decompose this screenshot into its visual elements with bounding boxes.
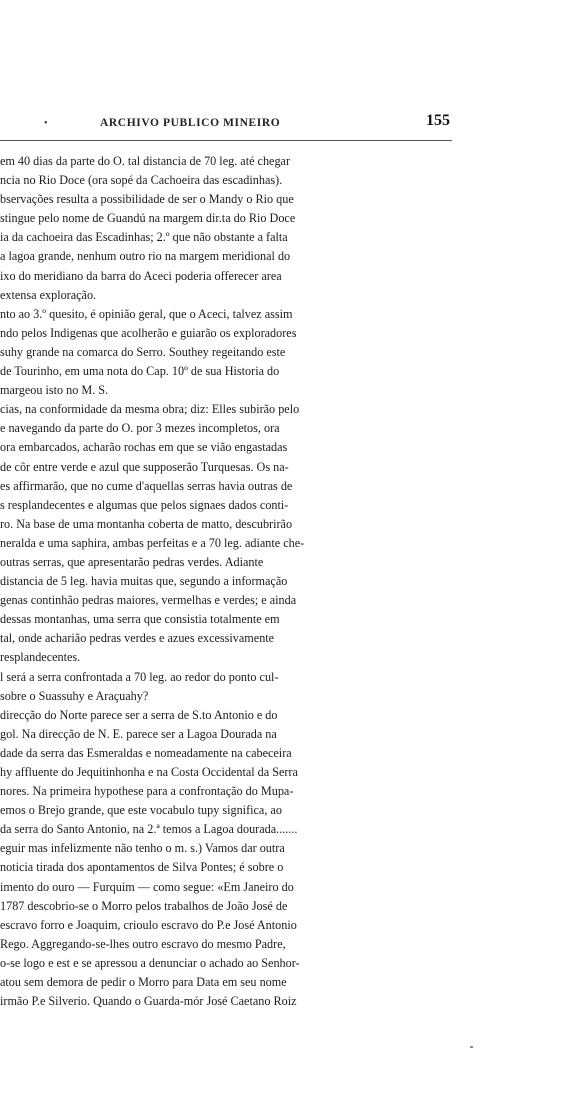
text-line: de côr entre verde e azul que supposerão Turquesas. Os na- (0, 459, 289, 474)
text-line: distancia de 5 leg. havia muitas que, segundo a informação (0, 574, 288, 589)
text-line: em 40 dias da parte do O. tal distancia de 70 leg. até chegar (0, 154, 291, 168)
text-line: irmão P.e Silverio. Quando o Guarda-mór José Caetano Roiz (0, 994, 297, 1009)
text-line: resplandecentes. (0, 650, 81, 665)
text-line: dessas montanhas, uma serra que consistia totalmente em (0, 612, 280, 627)
header-bullet: • (44, 118, 48, 129)
body-text (0, 152, 452, 1052)
text-line: atou sem demora de pedir o Morro para Data em seu nome (0, 975, 287, 990)
text-line: 1787 descobrio-se o Morro pelos trabalhos de João José de (0, 898, 288, 913)
text-line: da serra do Santo Antonio, na 2.ª temos a Lagoa dourada....... (0, 822, 298, 837)
text-line: genas continhão pedras maiores, vermelhas e verdes; e ainda (0, 593, 297, 608)
text-line: eguir mas infelizmente não tenho o m. s.) Vamos dar outra (0, 841, 285, 856)
text-line: imento do ouro — Furquim — como segue: «Em Janeiro do (0, 879, 294, 894)
text-line: noticia tirada dos apontamentos de Silva Pontes; é sobre o (0, 860, 284, 875)
text-line: dade da serra das Esmeraldas e nomeadamente na cabeceira (0, 745, 292, 760)
text-line: sobre o Suassuhy e Araçuahy? (0, 688, 149, 703)
text-line: de Tourinho, em uma nota do Cap. 10º de sua Historia do (0, 364, 280, 379)
text-line: a lagoa grande, nenhum outro rio na margem meridional do (0, 249, 291, 264)
text-line: ixo do meridiano da barra do Aceci poderia offerecer area (0, 268, 282, 283)
header-rule (0, 140, 452, 141)
text-line: bservações resulta a possibilidade de ser o Mandy o Rio que (0, 192, 294, 207)
text-line: ndo pelos Indigenas que acolherão e guiarão os exploradores (0, 325, 297, 340)
text-line: e navegando da parte do O. por 3 mezes incompletos, ora (0, 421, 280, 436)
running-title: ARCHIVO PUBLICO MINEIRO (100, 117, 281, 129)
text-line: l será a serra confrontada a 70 leg. ao redor do ponto cul- (0, 669, 279, 684)
text-line: neralda e uma saphira, ambas perfeitas e a 70 leg. adiante che- (0, 535, 305, 550)
text-line: s resplandecentes e algumas que pelos signaes dados conti- (0, 497, 289, 512)
text-line: emos o Brejo grande, que este vocabulo tupy significa, ao (0, 803, 282, 818)
text-line: o-se logo e est e se apressou a denunciar o achado ao Senhor- (0, 955, 300, 970)
running-header (0, 114, 452, 132)
text-line: es affirmarão, que no cume d'aquellas serras havia outras de (0, 478, 293, 493)
text-line: suhy grande na comarca do Serro. Southey regeitando este (0, 344, 286, 359)
text-line: outras serras, que apresentarão pedras verdes. Adiante (0, 554, 264, 569)
text-line: stingue pelo nome de Guandú na margem dir.ta do Rio Doce (0, 211, 296, 226)
text-line: escravo forro e Joaquim, crioulo escravo do P.e José Antonio (0, 917, 297, 932)
text-line: extensa exploração. (0, 287, 97, 302)
text-line: nto ao 3.º quesito, é opinião geral, que o Aceci, talvez assim (0, 306, 293, 321)
text-line: Rego. Aggregando-se-lhes outro escravo do mesmo Padre, (0, 936, 286, 951)
text-line: ia da cachoeira das Escadinhas; 2.º que não obstante a falta (0, 230, 288, 245)
text-line: gol. Na direcção de N. E. parece ser a Lagoa Dourada na (0, 726, 277, 741)
page-number: 155 (426, 112, 450, 129)
text-line: ncia no Rio Doce (ora sopé da Cachoeira das escadinhas). (0, 173, 283, 188)
text-line: margeou isto no M. S. (0, 383, 109, 398)
text-line: ora embarcados, acharão rochas em que se vião engastadas (0, 440, 288, 455)
text-line: hy affluente do Jequitinhonha e na Costa Occidental da Serra (0, 765, 298, 779)
text-line: ro. Na base de uma montanha coberta de matto, descubrirão (0, 516, 293, 531)
text-line: direcção do Norte parece ser a serra de S.to Antonio e do (0, 707, 278, 722)
text-line: tal, onde acharião pedras verdes e azues excessivamente (0, 631, 275, 646)
ink-speck (470, 1046, 473, 1048)
text-line: nores. Na primeira hypothese para a confrontação do Mupa- (0, 784, 294, 799)
text-line: cias, na conformidade da mesma obra; diz: Elles subirão pelo (0, 402, 300, 417)
